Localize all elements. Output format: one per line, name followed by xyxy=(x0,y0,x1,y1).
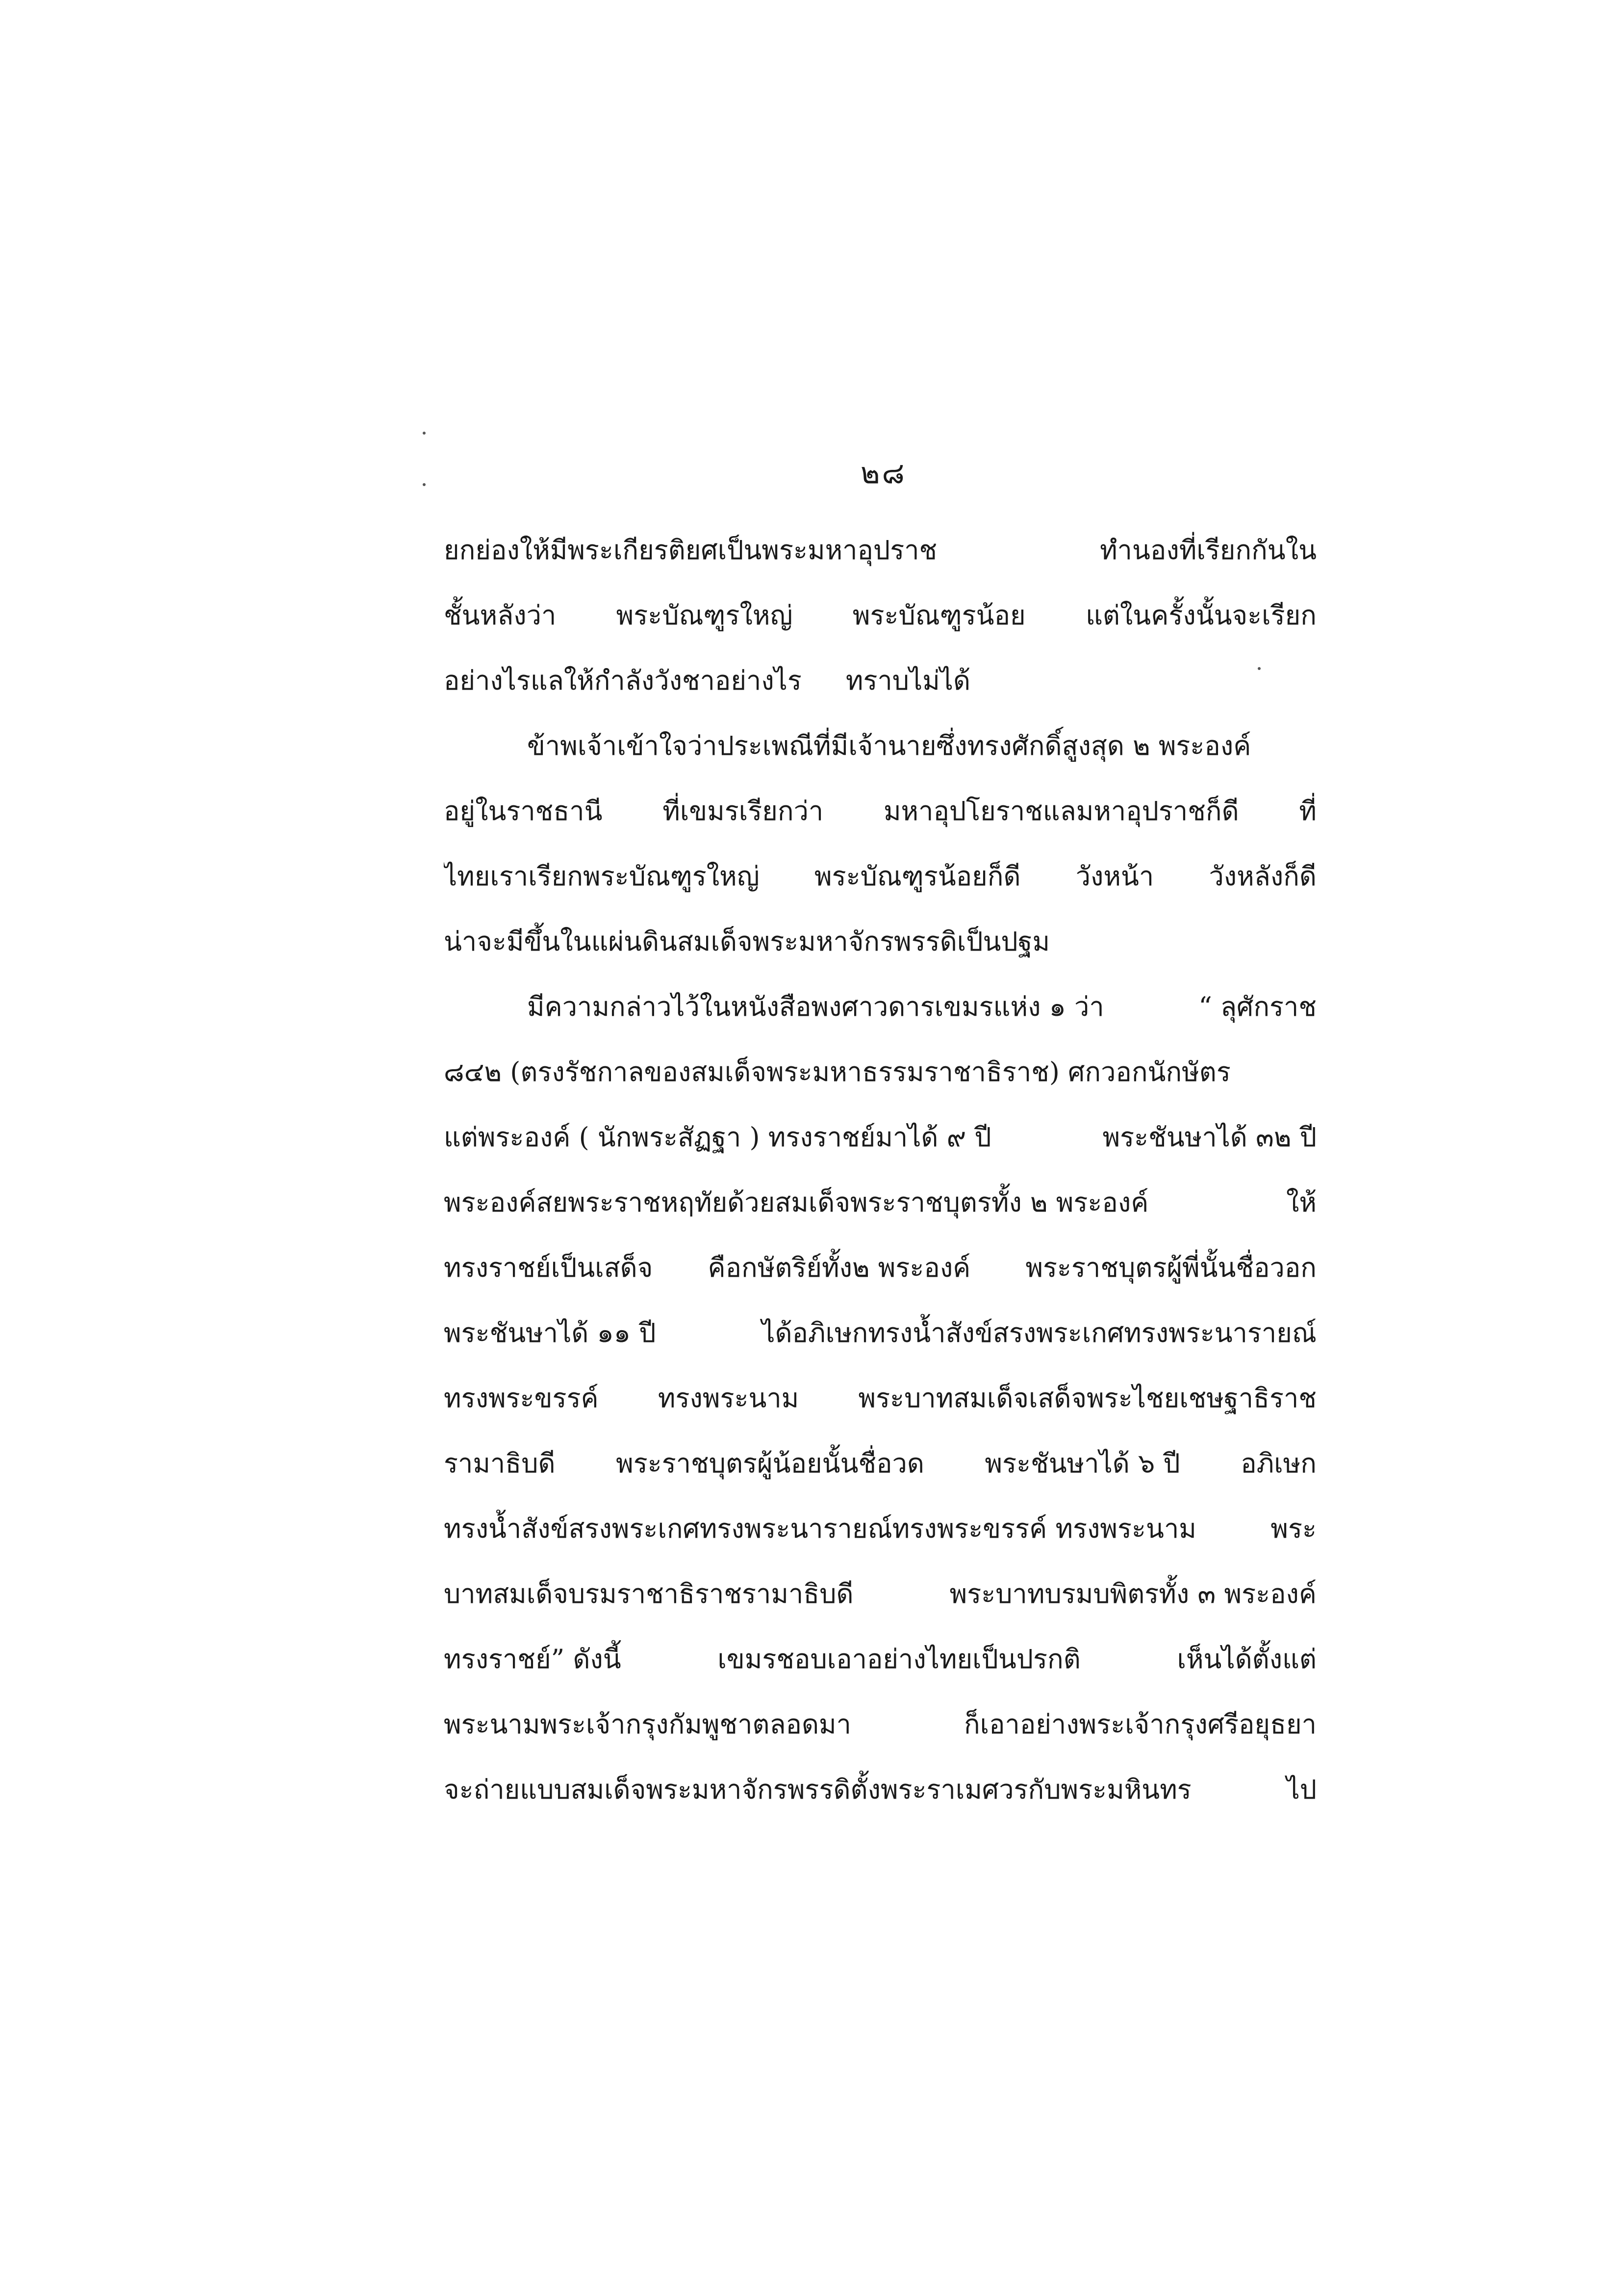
text-line xyxy=(444,517,1317,583)
text-line xyxy=(444,1039,1317,1105)
text-segment: ทรงพระขรรค์ xyxy=(444,1383,599,1414)
text-segment: พระบัณฑูรใหญ่ xyxy=(616,600,793,631)
text-segment: มีความกล่าวไว้ในหนังสือพงศาวดารเขมรแห่ง ๑ ว่า xyxy=(527,991,1104,1022)
text-line xyxy=(444,1235,1317,1300)
text-line xyxy=(444,778,1317,844)
text-segment: พระบัณฑูรน้อย xyxy=(852,600,1026,631)
text-segment: ชั้นหลังว่า xyxy=(444,600,557,631)
text-segment: ยกย่องให้มีพระเกียรติยศเป็นพระมหาอุปราช xyxy=(444,535,938,566)
text-segment: อยู่ในราชธานี xyxy=(444,796,603,826)
text-line xyxy=(444,1170,1317,1235)
text-line xyxy=(444,909,1317,974)
text-line xyxy=(444,1692,1317,1757)
text-segment: พระบัณฑูรน้อยก็ดี xyxy=(814,861,1021,892)
text-segment: เห็นได้ตั้งแต่ xyxy=(1177,1644,1317,1675)
text-segment: “ ลุศักราช xyxy=(1198,991,1317,1022)
text-segment: ที่เขมรเรียกว่า xyxy=(662,796,824,826)
text-segment: วังหลังก็ดี xyxy=(1209,861,1317,892)
text-line xyxy=(444,1757,1317,1822)
text-line xyxy=(444,1626,1317,1692)
text-segment: ก็เอาอย่างพระเจ้ากรุงศรีอยุธยา xyxy=(964,1709,1317,1740)
text-segment: มหาอุปโยราชแลมหาอุปราชก็ดี xyxy=(883,796,1239,826)
text-line xyxy=(444,1366,1317,1431)
text-segment: เขมรชอบเอาอย่างไทยเป็นปรกติ xyxy=(717,1644,1081,1675)
text-segment: ทราบไม่ได้ xyxy=(845,665,971,696)
text-segment: พระชันษาได้ ๓๒ ปี xyxy=(1102,1122,1317,1153)
text-segment: พระราชบุตรผู้น้อยนั้นชื่อวด xyxy=(616,1448,924,1479)
text-line xyxy=(444,1300,1317,1366)
text-segment: อย่างไรแลให้กำลังวังชาอย่างไร xyxy=(444,665,802,696)
text-segment: ทรงพระนาม xyxy=(658,1383,799,1414)
text-segment: พระบาทสมเด็จเสด็จพระไชยเชษฐาธิราช xyxy=(858,1383,1317,1414)
text-segment: ทำนองที่เรียกกันใน xyxy=(1100,535,1317,566)
text-line xyxy=(444,1561,1317,1626)
text-segment: คือกษัตริย์ทั้ง๒ พระองค์ xyxy=(708,1252,971,1283)
text-segment: แต่ในครั้งนั้นจะเรียก xyxy=(1086,600,1317,631)
text-segment: ไป xyxy=(1286,1774,1317,1805)
text-segment: พระชันษาได้ ๑๑ ปี xyxy=(444,1317,656,1348)
text-segment: ที่ xyxy=(1299,796,1317,826)
text-segment: พระชันษาได้ ๖ ปี xyxy=(985,1448,1180,1479)
text-segment: ทรงราชย์” ดังนี้ xyxy=(444,1644,621,1675)
scan-speck xyxy=(423,432,426,435)
scan-speck xyxy=(423,483,426,486)
page-number: ๒๘ xyxy=(861,456,907,490)
text-segment: ๘๔๒ (ตรงรัชกาลของสมเด็จพระมหาธรรมราชาธิราช) ศกวอกนักษัตร xyxy=(444,1057,1231,1087)
text-segment: พระนามพระเจ้ากรุงกัมพูชาตลอดมา xyxy=(444,1709,851,1740)
text-segment: ทรงราชย์เป็นเสด็จ xyxy=(444,1252,653,1283)
text-segment: ทรงน้ำสังข์สรงพระเกศทรงพระนารายณ์ทรงพระขรรค์ ทรงพระนาม xyxy=(444,1513,1196,1544)
text-segment: จะถ่ายแบบสมเด็จพระมหาจักรพรรดิตั้งพระราเมศวรกับพระมหินทร xyxy=(444,1774,1192,1805)
text-segment: พระบาทบรมบพิตรทั้ง ๓ พระองค์ xyxy=(949,1578,1317,1609)
text-segment: แต่พระองค์ ( นักพระสัฏฐา ) ทรงราชย์มาได้ ๙ ปี xyxy=(444,1122,991,1153)
text-segment: พระ xyxy=(1270,1513,1317,1544)
scan-speck xyxy=(1258,667,1261,670)
text-segment: อภิเษก xyxy=(1241,1448,1317,1479)
text-segment: ข้าพเจ้าเข้าใจว่าประเพณีที่มีเจ้านายซึ่งทรงศักดิ์สูงสุด ๒ พระองค์ xyxy=(527,730,1251,761)
text-segment: รามาธิบดี xyxy=(444,1448,556,1479)
text-line xyxy=(444,1431,1317,1496)
text-line xyxy=(444,844,1317,909)
text-segment: ให้ xyxy=(1286,1187,1317,1218)
text-line xyxy=(444,583,1317,648)
text-segment: น่าจะมีขึ้นในแผ่นดินสมเด็จพระมหาจักรพรรดิเป็นปฐม xyxy=(444,926,1050,957)
text-segment: ไทยเราเรียกพระบัณฑูรใหญ่ xyxy=(444,861,760,892)
text-segment: วังหน้า xyxy=(1075,861,1154,892)
text-line xyxy=(444,713,1317,778)
text-segment: ได้อภิเษกทรงน้ำสังข์สรงพระเกศทรงพระนารายณ์ xyxy=(761,1317,1317,1348)
text-segment: พระองค์สยพระราชหฤทัยด้วยสมเด็จพระราชบุตรทั้ง ๒ พระองค์ xyxy=(444,1187,1149,1218)
text-line xyxy=(444,648,1317,713)
text-line xyxy=(444,1496,1317,1561)
text-segment: บาทสมเด็จบรมราชาธิราชรามาธิบดี xyxy=(444,1578,854,1609)
body-text xyxy=(444,517,1317,1822)
text-line xyxy=(444,974,1317,1039)
text-segment: พระราชบุตรผู้พี่นั้นชื่อวอก xyxy=(1025,1252,1317,1283)
text-line xyxy=(444,1105,1317,1170)
